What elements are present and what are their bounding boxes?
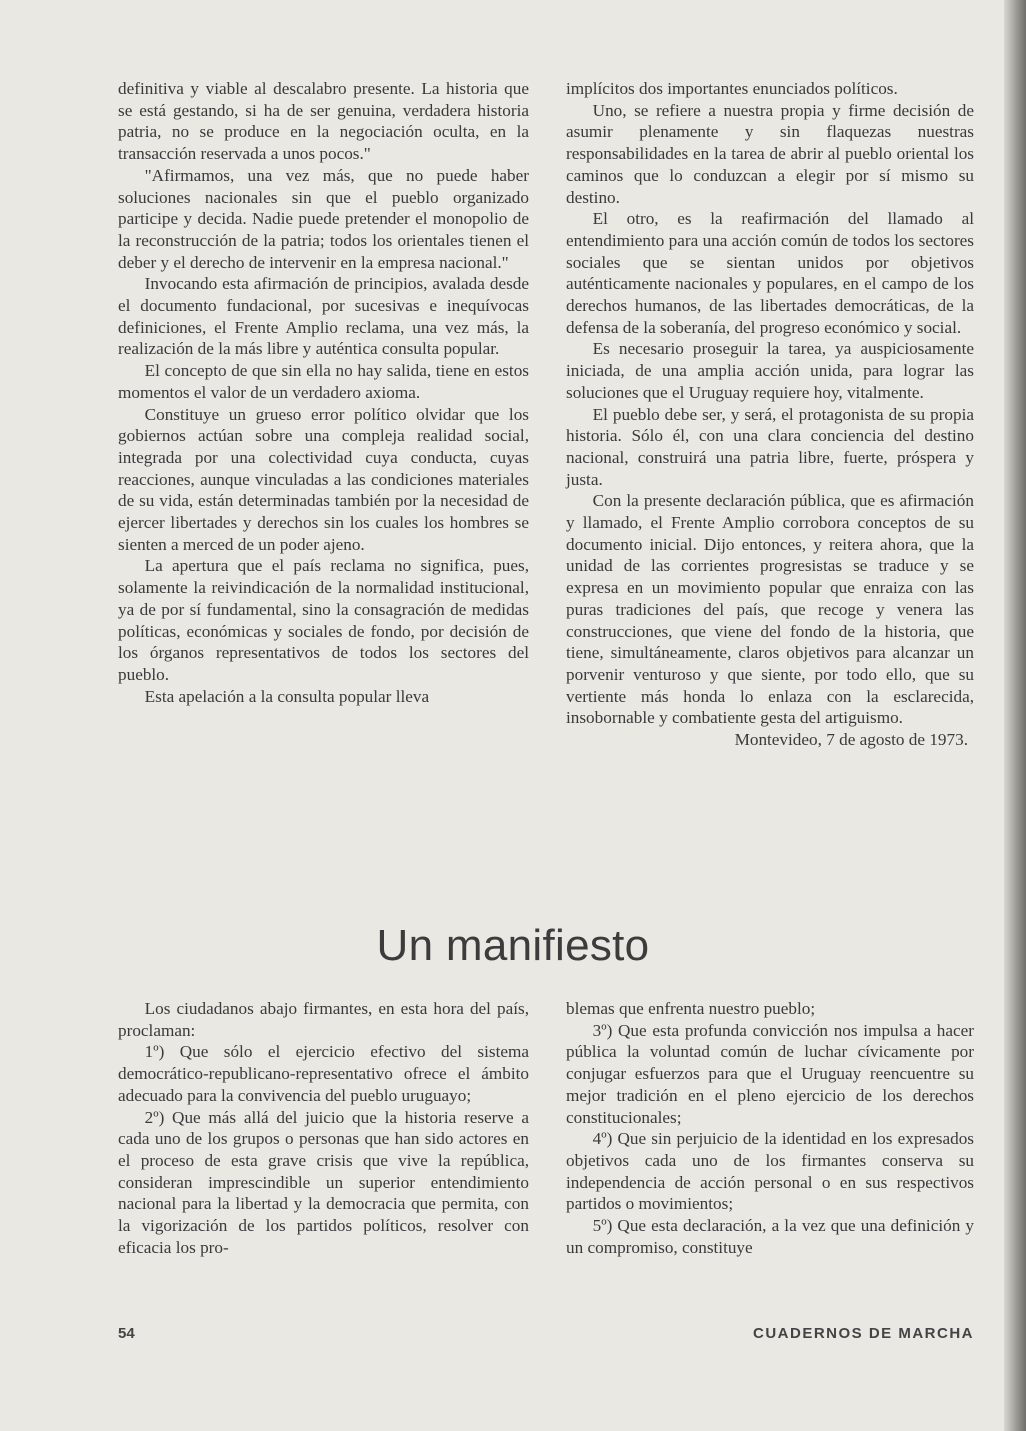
paragraph: El concepto de que sin ella no hay salida, tiene en estos momentos el valor de un verdadero axioma.: [118, 361, 529, 402]
paragraph: 4º) Que sin perjuicio de la identidad en los expresados objetivos cada uno de los firmantes conserva su independencia de acción personal o en sus respectivos partidos o movimientos;: [566, 1129, 974, 1214]
paragraph: Esta apelación a la consulta popular lleva: [144, 686, 430, 706]
paragraph: La apertura que el país reclama no significa, pues, solamente la reivindicación de la normalidad institucional, ya de por sí fundamental, sino la consagración de medidas políticas, económicas y sociales de fondo, por decisión de los órganos representativos de todos los sectores del pueblo.: [118, 556, 529, 684]
paragraph: blemas que enfrenta nuestro pueblo;: [566, 999, 816, 1018]
paragraph: definitiva y viable al descalabro presente. La historia que se está gestando, si ha de ser genuina, verdadera historia patria, no se produce en la negociación oculta, en la transacción reservada a unos pocos.": [118, 79, 529, 164]
paragraph: "Afirmamos, una vez más, que no puede haber soluciones nacionales sin que el pueblo organizado participe y decida. Nadie puede pretender el monopolio de la reconstrucción de la patria; todos los orientales tienen el deber y el derecho de intervenir en la empresa nacional.": [118, 165, 529, 272]
manifesto-column-right: [566, 998, 974, 1258]
manifesto-column-left: [118, 998, 529, 1258]
paragraph: El pueblo debe ser, y será, el protagonista de su propia historia. Sólo él, con una clara conciencia del destino nacional, construirá una patria libre, fuerte, próspera y justa.: [566, 404, 974, 489]
paragraph: 5º) Que esta declaración, a la vez que una definición y un compromiso, constituye: [566, 1216, 974, 1257]
paragraph: 1º) Que sólo el ejercicio efectivo del sistema democrático-republicano-representativo ofrece el ámbito adecuado para la convivencia del pueblo uruguayo;: [118, 1042, 529, 1105]
publication-name: CUADERNOS DE MARCHA: [752, 1325, 974, 1342]
signoff-date: Montevideo, 7 de agosto de 1973.: [734, 730, 968, 750]
paragraph: 3º) Que esta profunda convicción nos impulsa a hacer pública la voluntad común de luchar cívicamente por conjugar esfuerzos para que el Uruguay reencuentre su mejor tradición en el pleno ejercicio de los derechos constitucionales;: [566, 1020, 974, 1127]
article-column-left: [118, 78, 529, 707]
section-heading: Un manifiesto: [376, 921, 650, 970]
paragraph: Constituye un grueso error político olvidar que los gobiernos actúan sobre una compleja realidad social, integrada por una colectividad cuya conducta, cuyas reacciones, aunque vinculadas a las condiciones materiales de su vida, están determinadas también por la necesidad de ejercer libertades y derechos sin los cuales los hombres se sienten a merced de un poder ajeno.: [118, 404, 529, 554]
paragraph: implícitos dos importantes enunciados políticos.: [566, 79, 898, 98]
paragraph: Invocando esta afirmación de principios, avalada desde el documento fundacional, por sucesivas e inequívocas definiciones, el Frente Amplio reclama, una vez más, la realización de la más libre y auténtica consulta popular.: [118, 274, 529, 359]
paragraph: Con la presente declaración pública, que es afirmación y llamado, el Frente Amplio corrobora conceptos de su documento inicial. Dijo entonces, y reitera ahora, que la unidad de las corrientes progresistas se traduce y se expresa en un movimiento popular que enraiza con las puras tradiciones del país, que recoge y venera las construcciones, que viene del fondo de la historia, que tiene, simultáneamente, claros objetivos para alcanzar un porvenir venturoso y que siente, por todo ello, que su vertiente más honda lo enlaza con la esclarecida, insobornable y combatiente gesta del artiguismo.: [566, 491, 974, 728]
paragraph: El otro, es la reafirmación del llamado al entendimiento para una acción común de todos los sectores sociales que se sientan unidos por objetivos auténticamente nacionales y populares, en el campo de los derechos humanos, de las libertades democráticas, de la defensa de la soberanía, del progreso económico y social.: [566, 209, 974, 337]
page-edge-shadow: [1004, 0, 1026, 1431]
paragraph: Los ciudadanos abajo firmantes, en esta hora del país, proclaman:: [118, 999, 529, 1040]
page-number: 54: [118, 1325, 135, 1342]
paragraph: 2º) Que más allá del juicio que la historia reserve a cada uno de los grupos o personas que han sido actores en el proceso de esta grave crisis que vive la república, consideran imprescindible un superior entendimiento nacional para la libertad y la democracia que permita, con la vigorización de los partidos políticos, resolver con eficacia los pro-: [118, 1107, 529, 1257]
paragraph: Es necesario proseguir la tarea, ya auspiciosamente iniciada, de una amplia acción unida, para lograr las soluciones que el Uruguay requiere hoy, vitalmente.: [566, 339, 974, 402]
article-column-right: [566, 78, 974, 751]
paragraph: Uno, se refiere a nuestra propia y firme decisión de asumir plenamente y sin flaquezas nuestras responsabilidades en la tarea de abrir al pueblo oriental los caminos que lo conduzcan a elegir por sí mismo su destino.: [566, 100, 974, 207]
